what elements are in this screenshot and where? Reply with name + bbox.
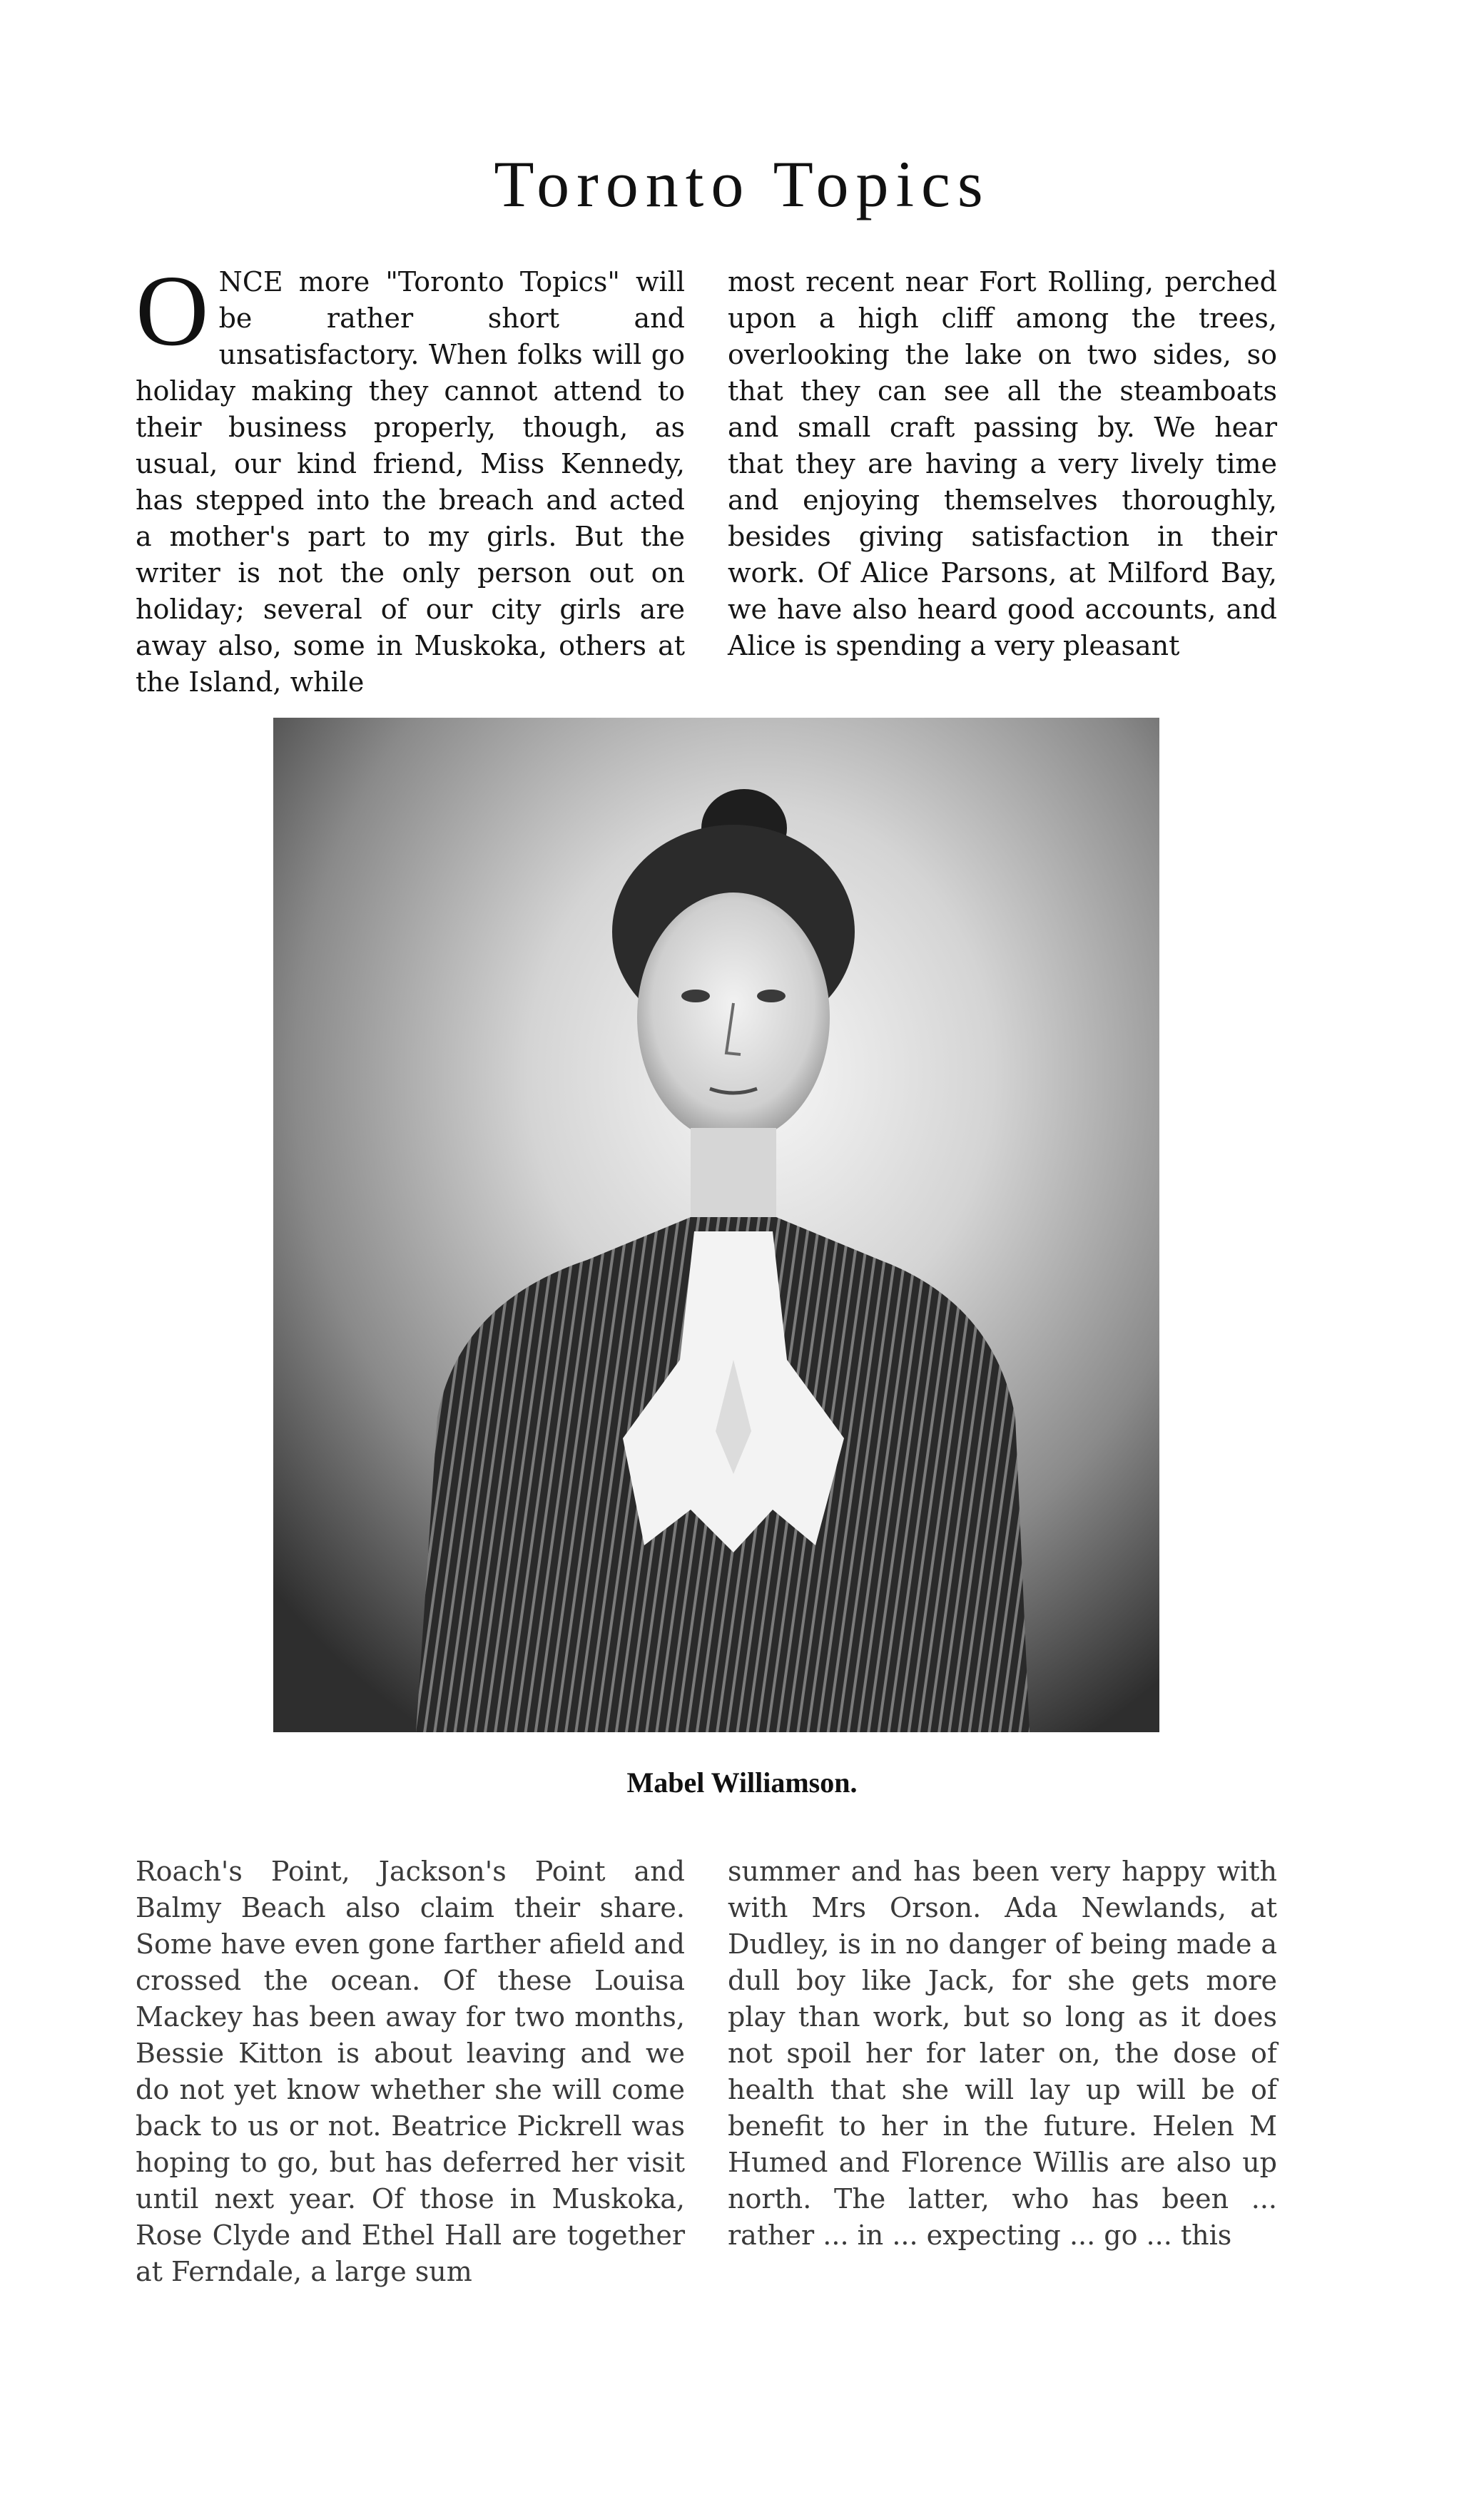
portrait-photo bbox=[273, 718, 1159, 1732]
article-column-top-left bbox=[136, 254, 685, 698]
photo-caption: Mabel Williamson. bbox=[626, 1766, 858, 1799]
article-column-bottom-left bbox=[136, 1854, 685, 2310]
article-text-bottom-right: summer and has been very happy with with Mrs Orson. Ada Newlands, at Dudley, is in no danger of being made a dull boy like Jack, for she gets more play than work, but so long as it does not spoil her for later on, the dose of health that she will lay up will be of benefit to her in the future. Helen M Humed and Florence Willis are also up north. The latter, who has been ... rather ... in ... expecting ... go ... this bbox=[728, 1856, 1277, 2251]
article-text-top-right: most recent near Fort Rolling, perched upon a high cliff among the trees, overlooking the lake on two sides, so that they can see all the steamboats and small craft passing by. We hear that they are having a very lively time and enjoying themselves thoroughly, besides giving satisfaction in their work. Of Alice Parsons, at Milford Bay, we have also heard good accounts, and Alice is spending a very pleasant bbox=[728, 266, 1277, 661]
article-column-bottom-right bbox=[728, 1854, 1277, 2310]
article-column-top-right bbox=[728, 264, 1277, 671]
portrait-illustration bbox=[273, 718, 1159, 1732]
drop-cap: O bbox=[136, 254, 209, 367]
article-text-top-left: NCE more "Toronto Topics" will be rather short and unsatisfactory. When folks will go holiday making they cannot attend to their business properly, though, as usual, our kind friend, Miss Kennedy, has stepped into the breach and acted a mother's part to my girls. But the writer is not the only person out on holiday; several of our city girls are away also, some in Muskoka, others at the Island, while bbox=[136, 266, 685, 698]
article-text-bottom-left: Roach's Point, Jackson's Point and Balmy Beach also claim their share. Some have even gone farther afield and crossed the ocean. Of these Louisa Mackey has been away for two months, Bessie Kitton is about leaving and we do not yet know whether she will come back to us or not. Beatrice Pickrell was hoping to go, but has deferred her visit until next year. Of those in Muskoka, Rose Clyde and Ethel Hall are together at Ferndale, a large sum bbox=[136, 1856, 685, 2287]
page-title: Toronto Topics bbox=[494, 148, 990, 220]
